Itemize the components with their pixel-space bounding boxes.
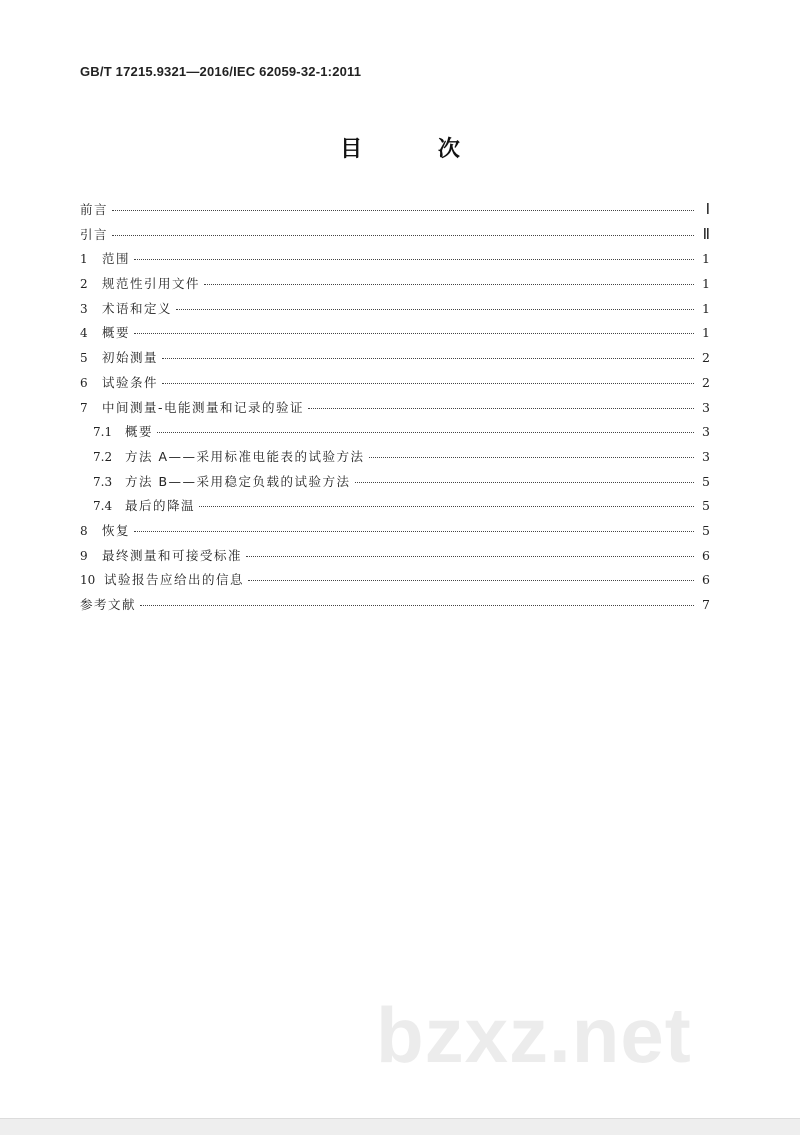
toc-entry-page-number: Ⅰ: [705, 202, 710, 218]
toc-entry[interactable]: [80, 398, 710, 423]
toc-entry-page-number: 1: [702, 300, 710, 316]
toc-entry-page-number: 3: [702, 399, 710, 415]
toc-entry-page-number: 5: [702, 498, 710, 514]
toc-dot-leader: [199, 506, 694, 507]
toc-entry-label: 参考文献: [80, 597, 137, 612]
toc-entry-label: 最终测量和可接受标准: [102, 547, 243, 563]
toc-entry[interactable]: [80, 274, 710, 299]
toc-entry[interactable]: [80, 595, 710, 620]
toc-dot-leader: [157, 432, 694, 433]
toc-entry[interactable]: [80, 299, 710, 324]
toc-dot-leader: [112, 210, 694, 211]
toc-dot-leader: [355, 482, 694, 483]
toc-dot-leader: [308, 408, 694, 409]
toc-entry[interactable]: [80, 249, 710, 274]
toc-dot-leader: [176, 309, 694, 310]
toc-entry-number: 7.1: [93, 425, 113, 440]
toc-dot-leader: [369, 457, 694, 458]
toc-entry-page-number: 6: [702, 572, 710, 588]
toc-entry-page-number: 1: [702, 276, 710, 292]
toc-entry-page-number: 3: [702, 448, 710, 464]
toc-entry[interactable]: [80, 323, 710, 348]
toc-entry-page-number: 5: [702, 522, 710, 538]
toc-entry-number: 9: [80, 548, 88, 563]
toc-entry-number: 7.3: [93, 474, 113, 489]
toc-entry-label: 前言: [80, 202, 109, 217]
toc-entry-number: 7.2: [93, 449, 113, 464]
toc-entry-number: 3: [80, 301, 88, 316]
toc-entry-number: 1: [80, 252, 88, 267]
toc-entry-number: 7: [80, 400, 88, 415]
toc-entry-page-number: 5: [702, 473, 710, 489]
standard-code-header: GB/T 17215.9321—2016/IEC 62059-32-1:2011: [80, 64, 362, 79]
toc-dot-leader: [112, 235, 694, 236]
toc-entry-label: 概要: [125, 424, 154, 440]
viewer-bottom-edge: [0, 1118, 800, 1135]
toc-entry-label: 引言: [80, 226, 109, 242]
toc-entry-label: 初始测量: [102, 350, 159, 366]
toc-entry[interactable]: [80, 348, 710, 373]
toc-entry[interactable]: [80, 546, 710, 571]
toc-entry-number: 4: [80, 326, 88, 341]
toc-entry[interactable]: [80, 521, 710, 546]
toc-entry-label: 范围: [102, 251, 131, 267]
toc-entry-label: 试验条件: [102, 374, 159, 390]
toc-entry[interactable]: [80, 472, 710, 497]
toc-dot-leader: [248, 580, 694, 581]
toc-entry-page-number: 3: [702, 424, 710, 440]
toc-entry[interactable]: [80, 570, 710, 595]
toc-entry[interactable]: [80, 496, 710, 521]
toc-entry-page-number: 1: [702, 251, 710, 267]
toc-dot-leader: [246, 556, 694, 557]
toc-entry-label: 规范性引用文件: [102, 276, 201, 292]
toc-dot-leader: [162, 358, 694, 359]
toc-entry-page-number: 2: [702, 374, 710, 390]
toc-entry-page-number: 2: [702, 350, 710, 366]
toc-entry-number: 6: [80, 375, 88, 390]
toc-entry-label: 方法 A——采用标准电能表的试验方法: [125, 448, 365, 464]
toc-entry-label: 术语和定义: [102, 300, 173, 316]
toc-entry-page-number: 7: [702, 597, 710, 612]
toc-dot-leader: [134, 531, 694, 532]
toc-dot-leader: [140, 605, 694, 606]
toc-entry-number: 7.4: [93, 499, 113, 514]
toc-entry-label: 中间测量-电能测量和记录的验证: [102, 399, 305, 415]
toc-dot-leader: [134, 333, 694, 334]
toc-entry-page-number: Ⅱ: [702, 226, 710, 243]
toc-entry-label: 试验报告应给出的信息: [104, 572, 245, 588]
table-of-contents: [80, 200, 710, 620]
toc-entry-label: 恢复: [102, 522, 131, 538]
toc-entry[interactable]: [80, 373, 710, 398]
toc-entry[interactable]: [80, 447, 710, 472]
toc-dot-leader: [204, 284, 694, 285]
toc-entry-page-number: 1: [702, 325, 710, 341]
toc-entry-page-number: 6: [702, 547, 710, 563]
toc-entry-label: 方法 B——采用稳定负载的试验方法: [125, 473, 351, 489]
toc-entry[interactable]: [80, 422, 710, 447]
toc-entry-number: 8: [80, 523, 88, 538]
toc-entry-number: 2: [80, 277, 88, 292]
watermark-logo: bzxz.net: [376, 991, 692, 1079]
toc-entry-number: 10: [80, 573, 96, 588]
toc-entry[interactable]: [80, 225, 710, 250]
toc-entry-number: 5: [80, 351, 88, 366]
toc-entry-label: 概要: [102, 325, 131, 341]
toc-entry[interactable]: [80, 200, 710, 225]
toc-dot-leader: [162, 383, 694, 384]
toc-entry-label: 最后的降温: [125, 498, 196, 514]
page-title: 目 次: [340, 137, 494, 162]
toc-dot-leader: [134, 259, 694, 260]
